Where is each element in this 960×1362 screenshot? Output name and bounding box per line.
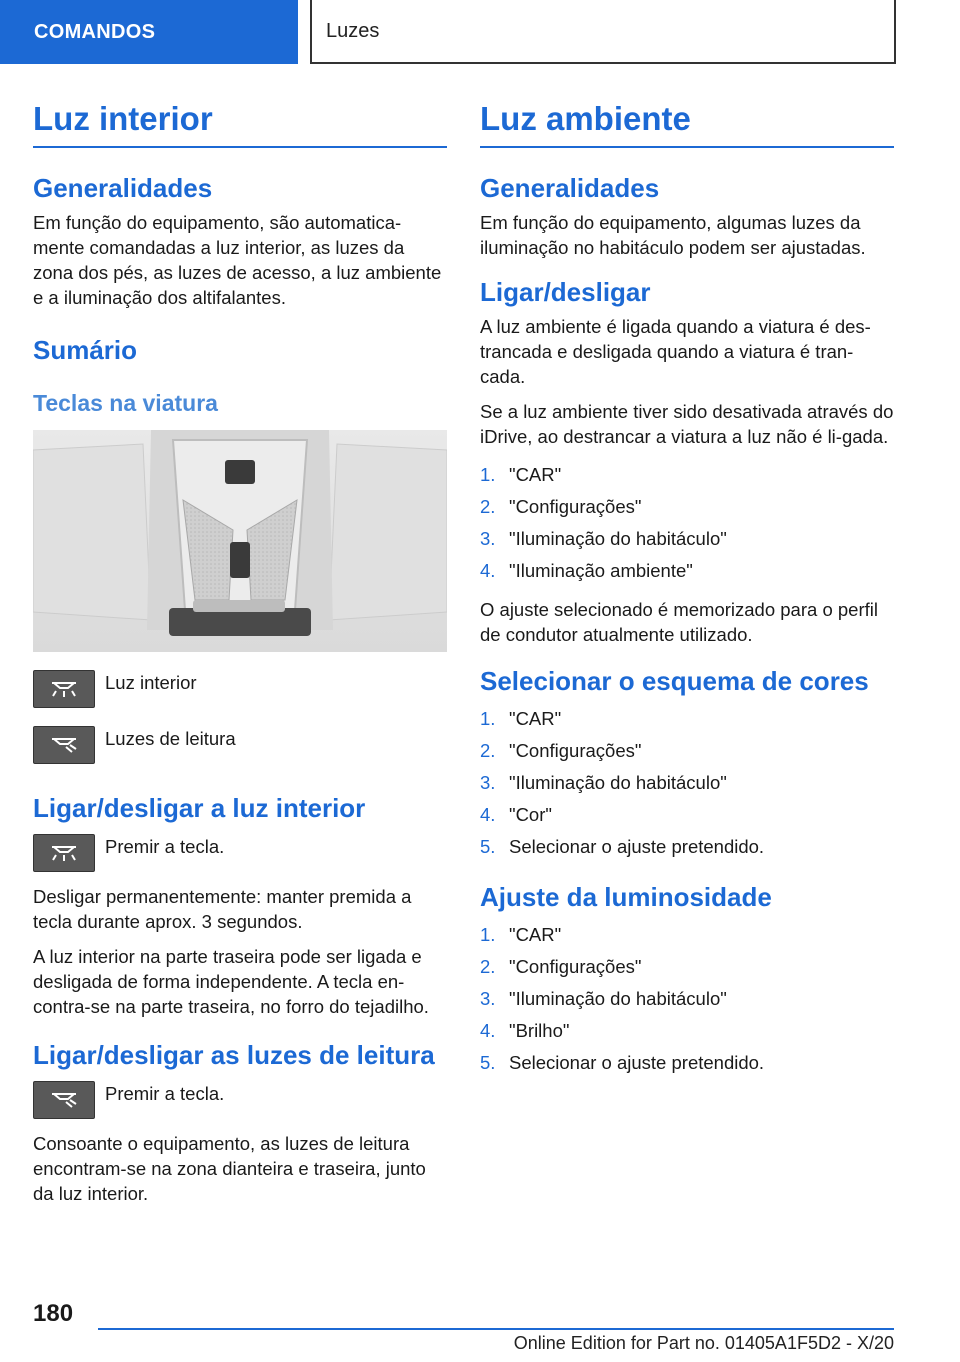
step-number: 1. xyxy=(480,463,496,485)
step-number: 4. xyxy=(480,1019,496,1041)
heading-toggle-interior: Ligar/desligar a luz interior xyxy=(33,793,366,824)
reading-light-icon xyxy=(33,1081,95,1119)
toggle-interior-row xyxy=(33,834,447,872)
heading-sumario: Sumário xyxy=(33,334,138,365)
step-number: 5. xyxy=(480,1051,496,1073)
step-number: 1. xyxy=(480,707,496,729)
list-item xyxy=(480,735,894,767)
interior-light-icon xyxy=(33,670,95,708)
step-text: "Cor" xyxy=(509,803,552,825)
step-number: 4. xyxy=(480,559,496,581)
heading-brightness: Ajuste da luminosidade xyxy=(480,881,772,912)
step-text: "Configurações" xyxy=(509,955,642,977)
section-tab: COMANDOS xyxy=(0,0,298,64)
step-number: 5. xyxy=(480,835,496,857)
list-item xyxy=(480,919,894,951)
step-number: 3. xyxy=(480,527,496,549)
edition-text: Online Edition for Part no. 01405A1F5D2 - X/20 xyxy=(513,1333,894,1353)
toggle-reading-row xyxy=(33,1081,447,1119)
steps-list-ambient xyxy=(480,459,894,587)
step-text: "Iluminação ambiente" xyxy=(509,559,693,581)
heading-ligar-desligar: Ligar/desligar xyxy=(480,276,651,307)
left-column xyxy=(33,100,447,1216)
roof-console-photo xyxy=(33,430,447,652)
key-reading-label: Luzes de leitura xyxy=(105,728,236,750)
step-text: "CAR" xyxy=(509,463,562,485)
step-number: 4. xyxy=(480,803,496,825)
general-text: Em função do equipamento, são automatica-mente comandadas a luz interior, as luzes da zona dos pés, as luzes de acesso, a luz ambiente e a iluminação dos altifalantes. xyxy=(33,211,442,308)
list-item xyxy=(480,703,894,735)
toggle-interior-key-text: Premir a tecla. xyxy=(105,836,225,858)
step-text: "Configurações" xyxy=(509,495,642,517)
list-item xyxy=(480,459,894,491)
key-reading-row xyxy=(33,726,447,764)
list-item xyxy=(480,523,894,555)
toggle-reading-key-text: Premir a tecla. xyxy=(105,1082,225,1104)
heading-color-scheme: Selecionar o esquema de cores xyxy=(480,665,869,696)
heading-generalidades-ambient: Generalidades xyxy=(480,172,660,203)
step-text: "CAR" xyxy=(509,923,562,945)
key-interior-row xyxy=(33,670,447,708)
steps-list-brightness xyxy=(480,919,894,1079)
step-number: 1. xyxy=(480,923,496,945)
list-item xyxy=(480,555,894,587)
page-title-ambient: Luz ambiente xyxy=(480,100,894,148)
list-item xyxy=(480,831,894,863)
step-text: "CAR" xyxy=(509,707,562,729)
step-text: Selecionar o ajuste pretendido. xyxy=(509,1051,765,1073)
right-column xyxy=(480,100,894,1089)
step-number: 3. xyxy=(480,987,496,1009)
page-number: 180 xyxy=(33,1300,74,1327)
toggle-interior-p2: A luz interior na parte traseira pode ser ligada e desligada de forma independente. A tecla en-contra-se na parte traseira, no forro do tejadilho. xyxy=(33,946,429,1018)
step-number: 3. xyxy=(480,771,496,793)
list-item xyxy=(480,951,894,983)
list-item xyxy=(480,983,894,1015)
step-text: Selecionar o ajuste pretendido. xyxy=(509,835,765,857)
ambient-toggle-p1: A luz ambiente é ligada quando a viatura é des-trancada e desligada quando a viatura é tran-cada. xyxy=(480,315,871,387)
list-item xyxy=(480,1047,894,1079)
interior-light-icon xyxy=(33,834,95,872)
steps1-note: O ajuste selecionado é memorizado para o perfil de condutor atualmente utilizado. xyxy=(480,598,878,645)
page-title-interior: Luz interior xyxy=(33,100,447,148)
steps-list-color xyxy=(480,703,894,863)
step-number: 2. xyxy=(480,739,496,761)
footer-divider xyxy=(98,1328,894,1330)
step-text: "Iluminação do habitáculo" xyxy=(509,771,727,793)
heading-generalidades: Generalidades xyxy=(33,172,213,203)
list-item xyxy=(480,1015,894,1047)
step-text: "Iluminação do habitáculo" xyxy=(509,987,727,1009)
step-text: "Iluminação do habitáculo" xyxy=(509,527,727,549)
ambient-general-text: Em função do equipamento, algumas luzes da iluminação no habitáculo podem ser ajustadas. xyxy=(480,211,866,258)
step-number: 2. xyxy=(480,955,496,977)
heading-teclas: Teclas na viatura xyxy=(33,389,218,416)
list-item xyxy=(480,767,894,799)
heading-toggle-reading: Ligar/desligar as luzes de leitura xyxy=(33,1040,435,1071)
chapter-title: Luzes xyxy=(310,0,896,64)
list-item xyxy=(480,491,894,523)
ambient-toggle-p2: Se a luz ambiente tiver sido desativada através do iDrive, ao destrancar a viatura a luz não é li-gada. xyxy=(480,400,894,447)
step-text: "Configurações" xyxy=(509,739,642,761)
toggle-interior-p1: Desligar permanentemente: manter premida a tecla durante aprox. 3 segundos. xyxy=(33,886,412,933)
toggle-reading-p1: Consoante o equipamento, as luzes de leitura encontram-se na zona dianteira e traseira, junto da luz interior. xyxy=(33,1132,426,1204)
step-number: 2. xyxy=(480,495,496,517)
step-text: "Brilho" xyxy=(509,1019,570,1041)
list-item xyxy=(480,799,894,831)
key-interior-label: Luz interior xyxy=(105,672,197,694)
reading-light-icon xyxy=(33,726,95,764)
